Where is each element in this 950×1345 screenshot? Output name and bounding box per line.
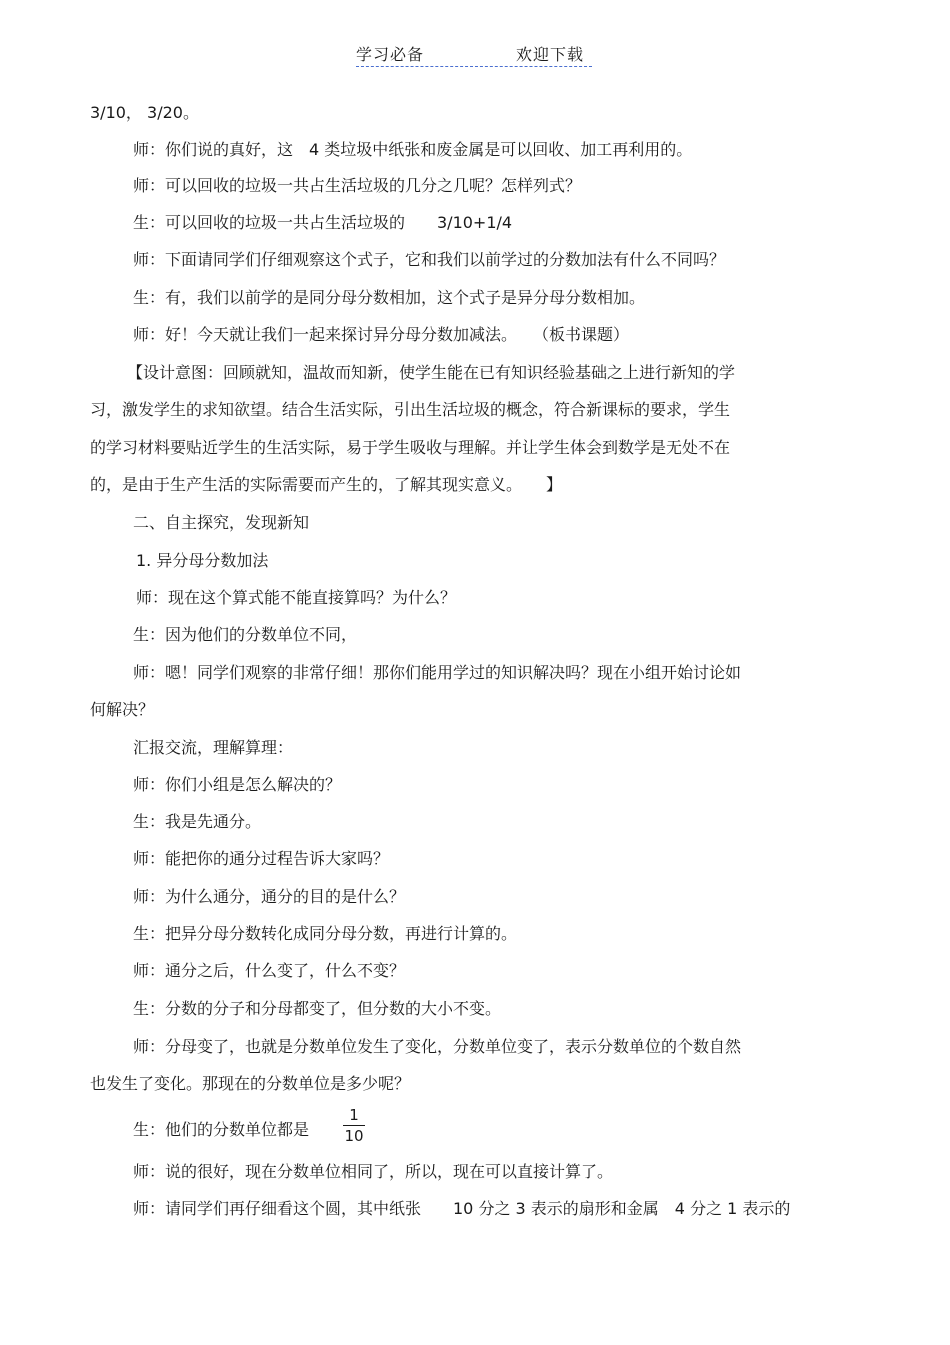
text-line: 习，激发学生的求知欲望。结合生活实际，引出生活垃圾的概念，符合新课标的要求，学生 — [90, 400, 731, 419]
text-line: 师：分母变了，也就是分数单位发生了变化，分数单位变了，表示分数单位的个数自然 — [133, 1037, 742, 1056]
text-line: 汇报交流，理解算理： — [133, 738, 294, 757]
text-line: 师：下面请同学们仔细观察这个式子，它和我们以前学过的分数加法有什么不同吗？ — [133, 250, 726, 269]
text-line: 生：他们的分数单位都是 — [133, 1120, 310, 1139]
header-right-text: 欢迎下载 — [516, 45, 585, 64]
text-line: 师：说的很好，现在分数单位相同了，所以，现在可以直接计算了。 — [133, 1162, 614, 1181]
text-line: 师：嗯！同学们观察的非常仔细！那你们能用学过的知识解决吗？现在小组开始讨论如 — [133, 663, 742, 682]
text-line: 生：可以回收的垃圾一共占生活垃圾的 3/10+1/4 — [133, 213, 513, 232]
text-line: 生：有，我们以前学的是同分母分数相加，这个式子是异分母分数相加。 — [133, 288, 646, 307]
text-line: 生：我是先通分。 — [133, 812, 262, 831]
fraction-denominator: 10 — [344, 1127, 364, 1145]
text-line: 【设计意图：回顾就知，温故而知新，使学生能在已有知识经验基础之上进行新知的学 — [127, 363, 736, 382]
fraction-bar — [343, 1125, 365, 1126]
text-line: 何解决？ — [90, 700, 155, 719]
text-line: 师：能把你的通分过程告诉大家吗？ — [133, 849, 390, 868]
text-line: 师：通分之后，什么变了，什么不变？ — [133, 961, 406, 980]
text-line: 师：你们说的真好，这 4 类垃圾中纸张和废金属是可以回收、加工再利用的。 — [133, 140, 693, 159]
text-line: 师：你们小组是怎么解决的？ — [133, 775, 342, 794]
section-heading: 二、自主探究，发现新知 — [133, 513, 310, 532]
text-line: 师：为什么通分，通分的目的是什么？ — [133, 887, 406, 906]
subsection-heading: 1. 异分母分数加法 — [136, 551, 269, 570]
text-line: 生：把异分母分数转化成同分母分数，再进行计算的。 — [133, 924, 518, 943]
text-line: 3/10， 3/20。 — [90, 103, 199, 122]
fraction-one-tenth — [341, 1106, 367, 1145]
text-line: 生：分数的分子和分母都变了，但分数的大小不变。 — [133, 999, 502, 1018]
page-header — [356, 40, 592, 67]
text-line: 师：现在这个算式能不能直接算吗？为什么？ — [136, 588, 457, 607]
text-line: 也发生了变化。那现在的分数单位是多少呢？ — [90, 1074, 411, 1093]
text-line: 师：请同学们再仔细看这个圆，其中纸张 10 分之 3 表示的扇形和金属 4 分之 1 表示的 — [133, 1199, 791, 1218]
text-line: 生：因为他们的分数单位不同， — [133, 625, 358, 644]
text-line: 的，是由于生产生活的实际需要而产生的，了解其现实意义。 】 — [90, 475, 563, 494]
text-line: 的学习材料要贴近学生的生活实际，易于学生吸收与理解。并让学生体会到数学是无处不在 — [90, 438, 731, 457]
fraction-numerator: 1 — [349, 1106, 359, 1124]
text-line: 师：好！今天就让我们一起来探讨异分母分数加减法。 （板书课题） — [133, 325, 630, 344]
text-line: 师：可以回收的垃圾一共占生活垃圾的几分之几呢？怎样列式？ — [133, 176, 582, 195]
header-left-text: 学习必备 — [356, 45, 425, 64]
